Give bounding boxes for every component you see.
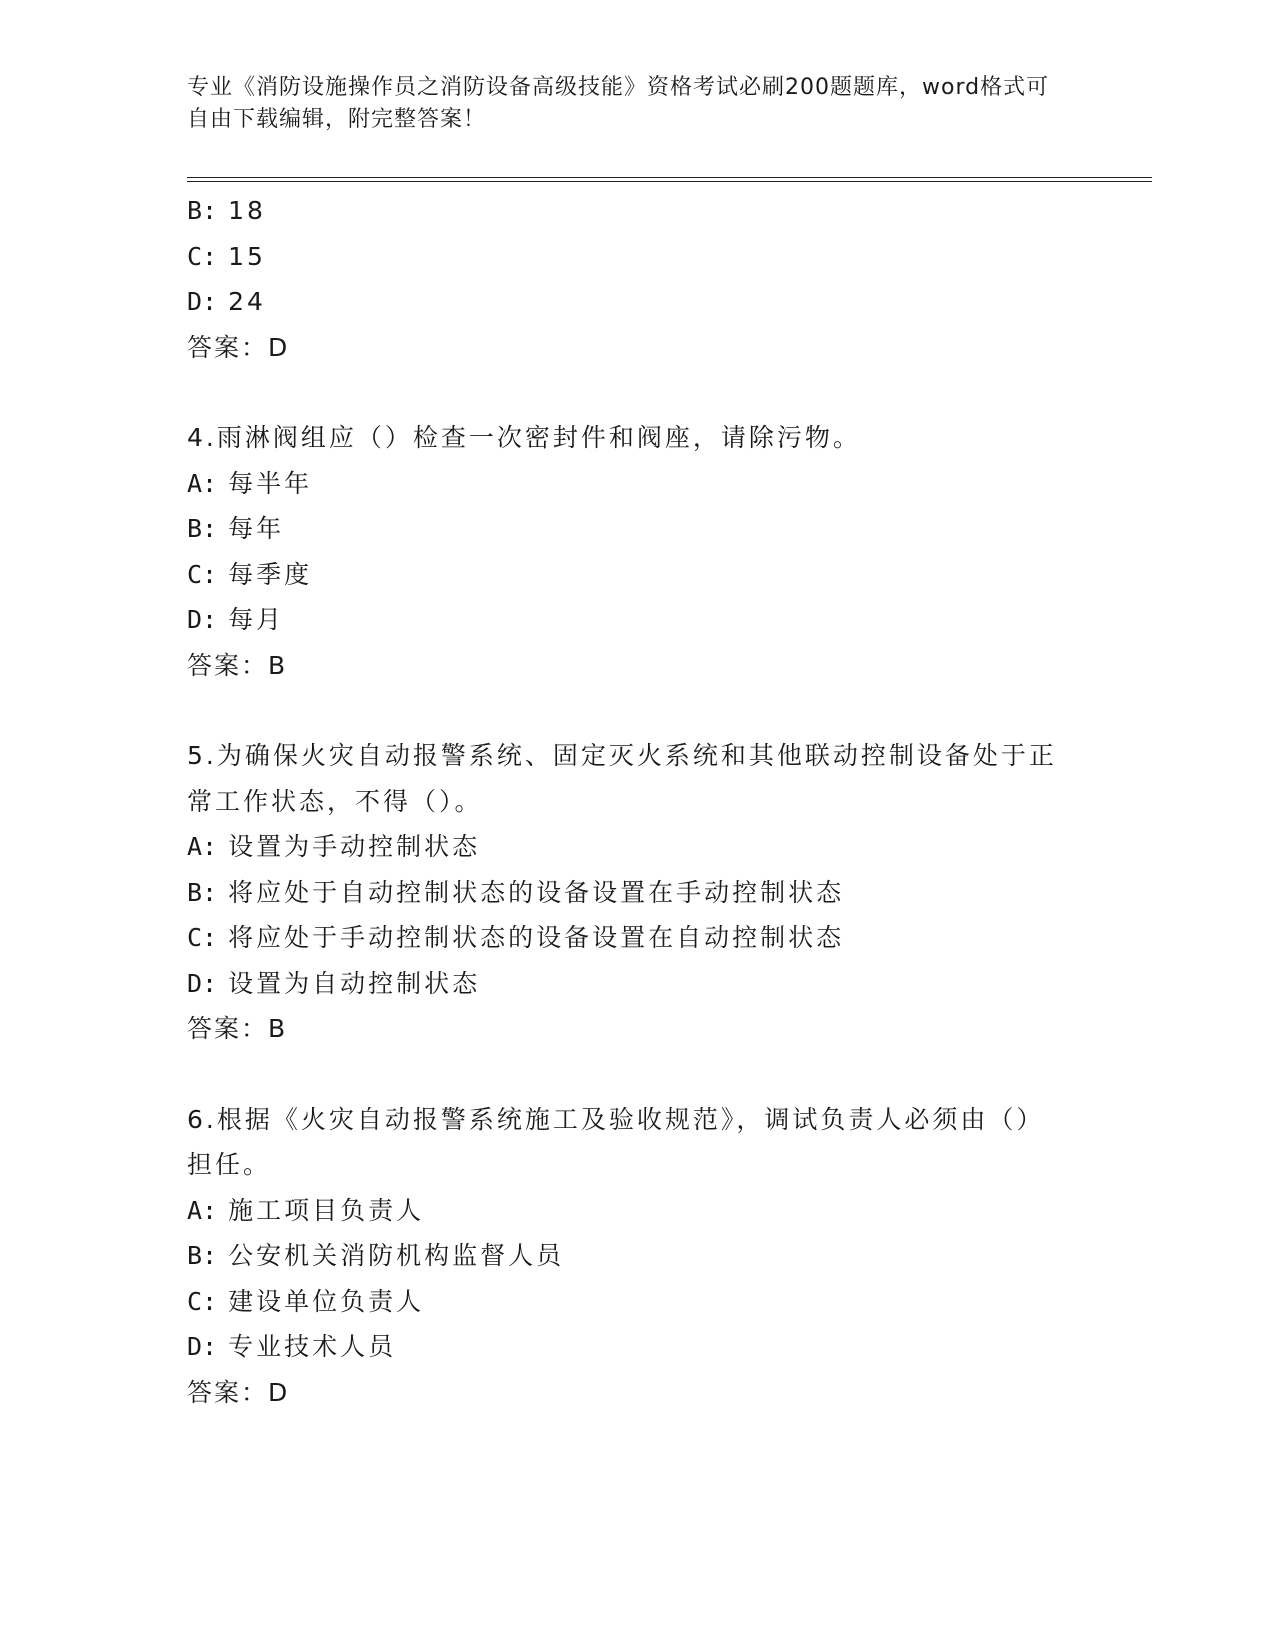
question-6 [187,1097,1067,1416]
option-text: 每年 [228,514,285,543]
answer-line: 答案：B [187,650,288,680]
document-page [187,0,1152,1650]
option-text: 建设单位负责人 [228,1286,425,1316]
option-label: C: [187,559,218,589]
option-label: C: [187,241,218,271]
option-d [187,597,1067,643]
option-text: 施工项目负责人 [228,1195,425,1225]
question-3 [187,188,1067,370]
option-text: 18 [228,196,266,225]
answer-line: 答案：D [187,1377,290,1407]
answer-line: 答案：D [187,332,290,362]
question-text: 5.为确保火灾自动报警系统、固定灭火系统和其他联动控制设备处于正常工作状态，不得（）。 [187,741,1057,816]
option-label: B: [187,514,218,543]
option-label: B: [187,1241,218,1270]
option-c [187,234,1067,280]
option-label: D: [187,605,218,634]
option-text: 24 [228,287,266,316]
spacer [187,1052,1067,1097]
option-label: D: [187,287,218,316]
document-header: 专业《消防设施操作员之消防设备高级技能》资格考试必刷200题题库，word格式可自由下载编辑，附完整答案！ [187,75,1050,132]
option-label: D: [187,968,218,998]
question-text: 6.根据《火灾自动报警系统施工及验收规范》，调试负责人必须由（）担任。 [187,1104,1045,1179]
option-b [187,870,1067,916]
option-d [187,279,1067,325]
option-text: 专业技术人员 [228,1332,397,1361]
spacer [187,688,1067,733]
option-label: A: [187,1195,218,1225]
option-label: C: [187,1286,218,1316]
option-text: 将应处于手动控制状态的设备设置在自动控制状态 [228,923,845,952]
option-text: 公安机关消防机构监督人员 [228,1241,565,1270]
question-list [187,188,1067,1415]
option-c [187,915,1067,961]
option-text: 设置为自动控制状态 [228,968,481,998]
option-b [187,188,1067,234]
option-c [187,1279,1067,1325]
option-label: B: [187,877,218,907]
option-label: A: [187,468,218,498]
option-a [187,1188,1067,1234]
option-text: 将应处于自动控制状态的设备设置在手动控制状态 [228,877,845,907]
option-label: D: [187,1332,218,1361]
option-label: A: [187,832,218,861]
option-b [187,1233,1067,1279]
option-d [187,1324,1067,1370]
option-text: 每月 [228,605,285,634]
option-d [187,961,1067,1007]
answer-line: 答案：B [187,1014,288,1043]
option-text: 每半年 [228,468,313,498]
question-4 [187,415,1067,688]
option-label: B: [187,196,218,225]
option-b [187,506,1067,552]
option-text: 每季度 [228,559,313,589]
option-text: 设置为手动控制状态 [228,832,481,861]
question-text: 4.雨淋阀组应（）检查一次密封件和阀座，请除污物。 [187,423,861,452]
option-a [187,461,1067,507]
header-double-rule [187,177,1152,182]
option-a [187,824,1067,870]
option-c [187,552,1067,598]
option-text: 15 [228,241,266,271]
spacer [187,370,1067,415]
option-label: C: [187,923,218,952]
question-5 [187,733,1067,1052]
